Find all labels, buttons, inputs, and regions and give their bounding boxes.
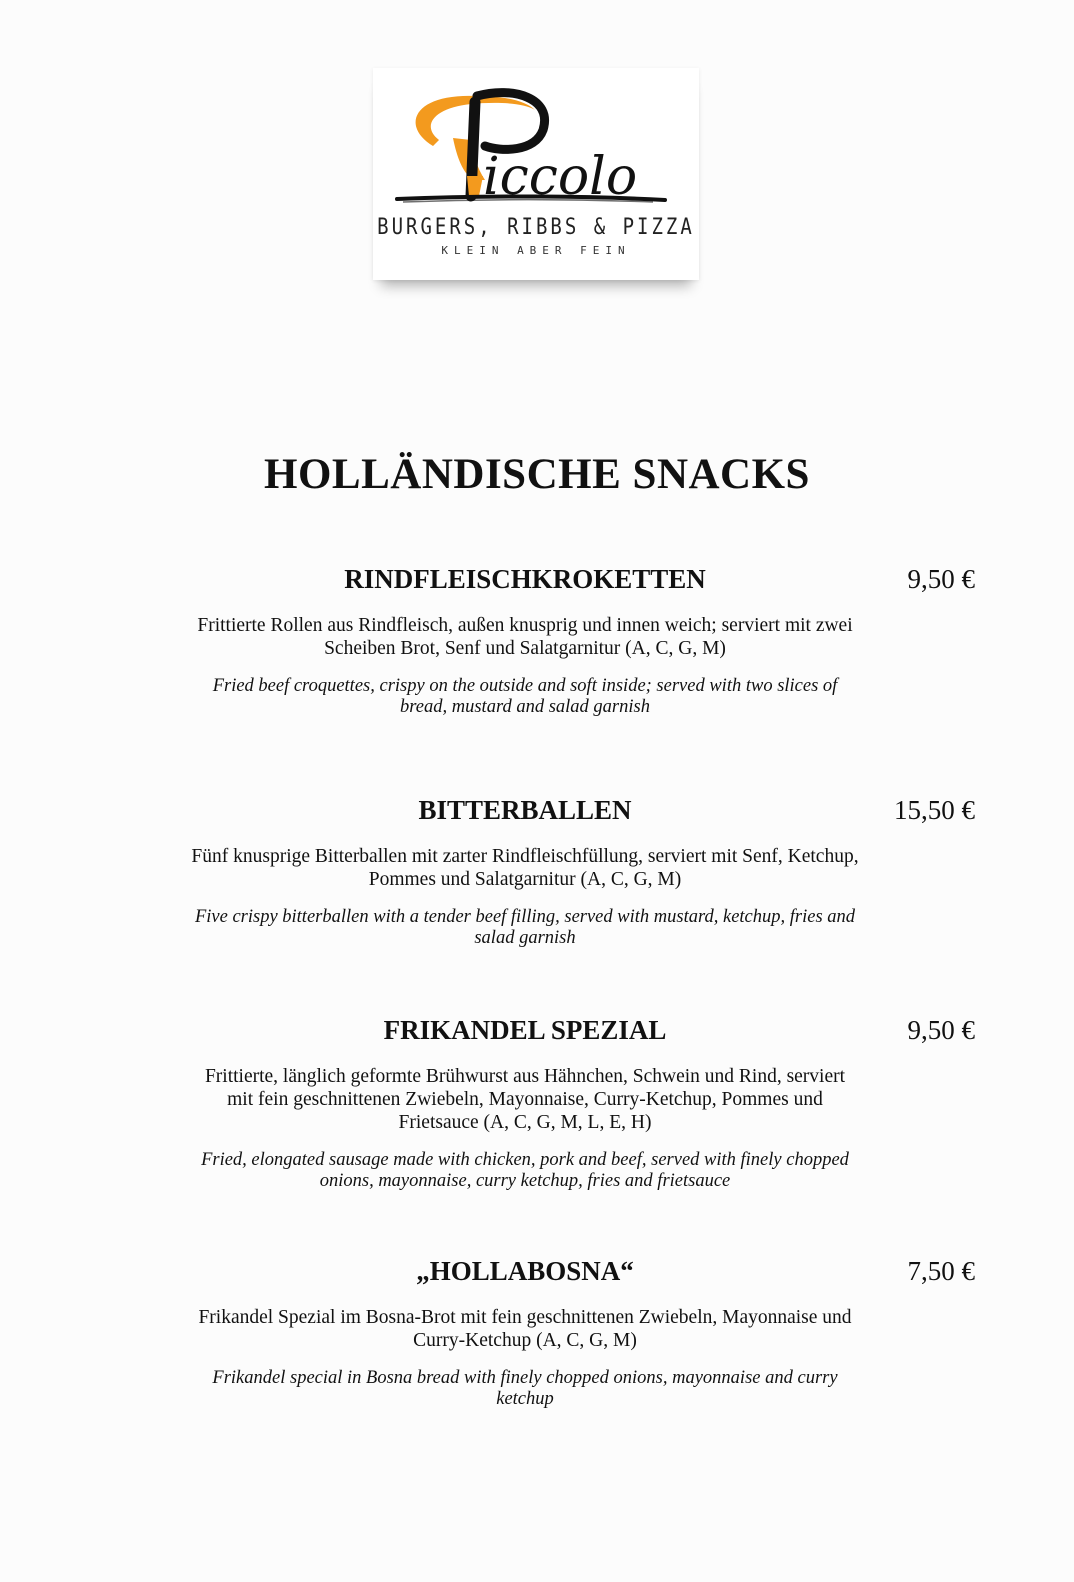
item-price: 9,50 € — [907, 1015, 975, 1045]
item-description-german: Frittierte, länglich geformte Brühwurst aus Hähnchen, Schwein und Rind, serviert mit fein geschnittenen Zwiebeln, Mayonnaise, Curry-Ketchup, Pommes und Frietsauce (A, C, G, M, L, E, H) — [204, 1066, 846, 1133]
item-name: FRIKANDEL SPEZIAL — [383, 1015, 667, 1045]
page-title: HOLLÄNDISCHE SNACKS — [264, 451, 810, 498]
item-price: 7,50 € — [907, 1256, 975, 1286]
item-name: BITTERBALLEN — [418, 795, 632, 825]
item-description-german: Frikandel Spezial im Bosna-Brot mit fein geschnittenen Zwiebeln, Mayonnaise und Curry-Ketchup (A, C, G, M) — [198, 1307, 852, 1351]
item-description-english: Fried, elongated sausage made with chicken, pork and beef, served with finely chopped onions, mayonnaise, curry ketchup, fries and frietsauce — [201, 1150, 849, 1191]
logo-wordmark-text: iccolo — [483, 147, 638, 207]
item-description-english: Five crispy bitterballen with a tender beef filling, served with mustard, ketchup, fries and salad garnish — [194, 907, 856, 948]
item-description-english: Fried beef croquettes, crispy on the outside and soft inside; served with two slices of bread, mustard and salad garnish — [212, 676, 838, 717]
item-description-german: Frittierte Rollen aus Rindfleisch, außen knusprig und innen weich; serviert mit zwei Scheiben Brot, Senf und Salatgarnitur (A, C, G, M) — [197, 615, 853, 659]
item-name: RINDFLEISCHKROKETTEN — [344, 564, 706, 594]
item-description-german: Fünf knusprige Bitterballen mit zarter Rindfleischfüllung, serviert mit Senf, Ketchup, Pommes und Salatgarnitur (A, C, G, M) — [191, 846, 859, 890]
logo-tagline: BURGERS, RIBBS & PIZZA — [377, 214, 695, 240]
item-name: „HOLLABOSNA“ — [416, 1256, 634, 1286]
item-price: 15,50 € — [894, 795, 975, 825]
piccolo-logo-mark — [373, 68, 699, 218]
item-price: 9,50 € — [907, 564, 975, 594]
logo — [373, 68, 699, 280]
item-description-english: Frikandel special in Bosna bread with finely chopped onions, mayonnaise and curry ketchup — [212, 1368, 838, 1409]
logo-subtagline: KLEIN ABER FEIN — [441, 244, 631, 257]
